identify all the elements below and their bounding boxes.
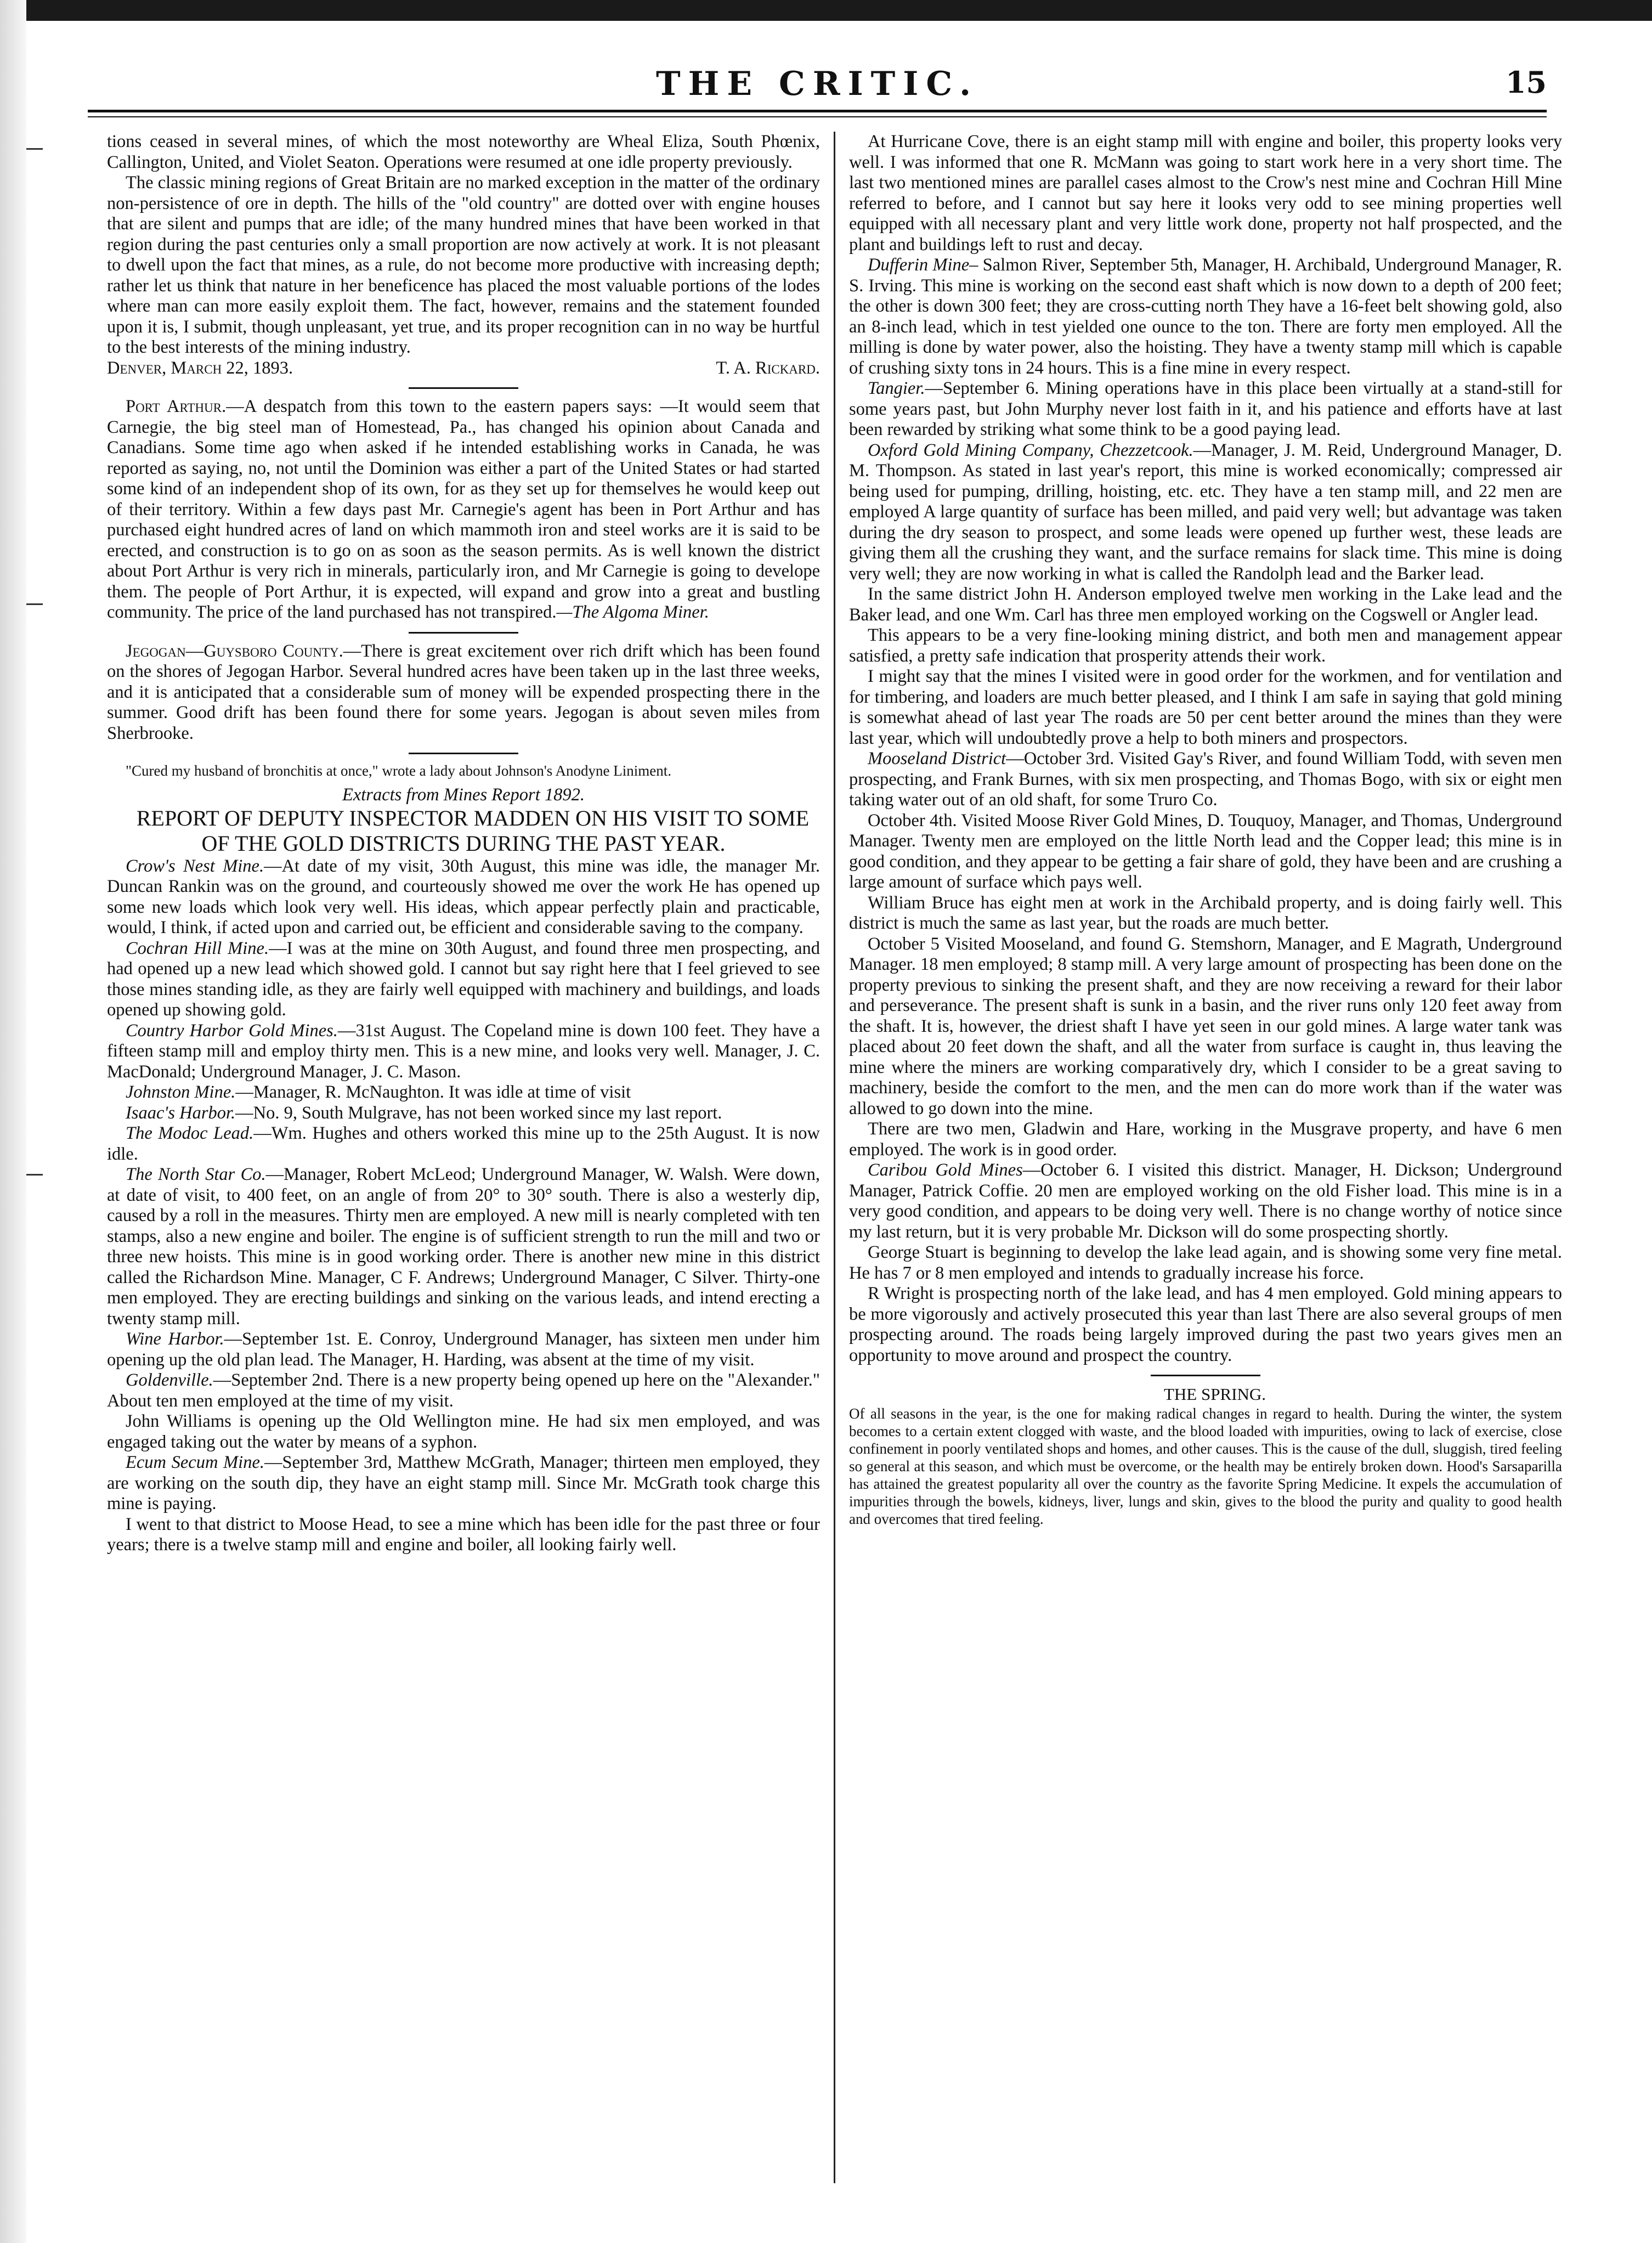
signature-line [107,358,820,379]
entry [107,1370,820,1411]
entry-body: —September 6. Mining operations have in this place been virtually at a stand-still for some years past, but John Murphy never lost faith in it, and his patience and efforts have at last been rewarded by striking what some think to be a good paying lead. [849,378,1562,439]
paragraph: George Stuart is beginning to develop the lake lead again, and is showing some very fine metal. He has 7 or 8 men employed and intends to gradually increase his force. [849,1242,1562,1283]
article-body: —A despatch from this town to the eastern papers says: —It would seem that Carnegie, the big steel man of Homestead, Pa., has changed his opinion about Canada and Canadians. Some time ago when asked if he intended establishing works in Canada, he was reported as saying, no, not until the Dominion was either a part of the United States or had started some kind of an independent shop of its own, for as they set up for themselves he would keep out of their territory. Within a few days past Mr. Carnegie's agent has been in Port Arthur and has purchased eight hundred acres of land on which mammoth iron and steel works are it is said to be erected, and construction is to go on as soon as the season permits. As is well known the district about Port Arthur is very rich in minerals, particularly iron, and Mr Carnegie is going to develope them. The people of Port Arthur, it is expected, will expand and grow into a great and bustling community. The price of the land purchased has not transpired. [107,397,820,622]
entry-body: —Manager, R. McNaughton. It was idle at time of visit [235,1082,631,1102]
article-lead: Port Arthur. [126,397,227,416]
scan-mark [26,1174,43,1176]
advert-title: THE SPRING. [1163,1385,1266,1404]
scan-top-gap [0,21,1652,33]
section-rule [1151,1375,1260,1376]
entry-lead: Goldenville. [126,1370,213,1390]
entry [107,1453,820,1515]
section-rule [409,753,518,754]
extracts-title: Extracts from Mines Report 1892. [342,785,585,805]
entry-lead: Caribou Gold Mines [868,1160,1023,1180]
entry-lead: Dufferin Mine [868,255,970,275]
entry-body: —Wm. Hughes and others worked this mine up to the 25th August. It is now idle. [107,1123,820,1164]
paragraph: I might say that the mines I visited were in good order for the workmen, and for ventilation and for timbering, and loaders are much better pleased, and I think I am safe in saying that gold mining is somewhat ahead of last year The roads are 50 per cent better around the mines than they were last year, which will undoubtedly prove a help to both miners and prospectors. [849,666,1562,748]
entry [107,1103,820,1124]
entry-lead: Ecum Secum Mine. [126,1453,264,1472]
entry-lead: The Modoc Lead. [126,1123,254,1143]
entry-lead: Cochran Hill Mine. [126,938,269,958]
article-body: —There is great excitement over rich drift which has been found on the shores of Jegogan Harbor. Several hundred acres have been taken up in the last three weeks, and it is anticipated that a considerable sum of money will be expended prospecting there in the summer. Good drift has been found there for some years. Jegogan is about seven miles from Sherbrooke. [107,641,821,743]
paragraph: In the same district John H. Anderson employed twelve men working in the Lake lead and the Baker lead, and one Wm. Carl has three men employed working on the Cogswell or Angler lead. [849,584,1562,625]
left-column [107,132,820,1556]
article-port-arthur [107,397,820,623]
entry [849,378,1562,440]
entry-body: —September 2nd. There is a new property being opened up here on the "Alexander." About ten men employed at the time of my visit. [107,1370,820,1411]
entry [107,1165,820,1329]
advertisement-line: "Cured my husband of bronchitis at once," wrote a lady about Johnson's Anodyne Liniment. [126,762,671,779]
entry-body: – Salmon River, September 5th, Manager, H. Archibald, Underground Manager, R. S. Irving. This mine is working on the second east shaft which is now down to a depth of 200 feet; the other is down 300 feet; they are cross-cutting north They have a 16-feet belt showing gold, also an 8-inch lead, which in test yielded one ounce to the ton. There are forty men employed. All the milling is done by water power, also the hoisting. They have a twenty stamp mill which is capable of crushing sixty tons in 24 hours. This is a fine mine in every respect. [849,255,1562,378]
entry-body: —Manager, Robert McLeod; Underground Manager, W. Walsh. Were down, at date of visit, to 400 feet, on an angle of from 20° to 30° south. There is also a westerly dip, caused by a roll in the measures. Thirty men are employed. A new mill is nearly completed with ten stamps, also a new engine and boiler. The engine is of sufficient strength to run the mill and two or three new hoists. This mine is in good working order. There is another new mine in this district called the Richardson Mine. Manager, C F. Andrews; Underground Manager, C Silver. Thirty-one men employed. They are erecting buildings and sinking on the various leads, and intend erecting a twenty stamp mill. [107,1165,820,1329]
entry-lead: Tangier. [868,378,925,398]
entry [849,1160,1562,1242]
entry-lead: Mooseland District [868,749,1006,769]
entry-body: —October 3rd. Visited Gay's River, and found William Todd, with seven men prospecting, and Frank Burnes, with six men prospecting, and Thomas Bogo, with six or eight men taking water out of an old shaft, for some Truro Co. [849,749,1563,810]
paragraph: John Williams is opening up the Old Wellington mine. He had six men employed, and was engaged taking out the water by means of a syphon. [107,1411,820,1452]
entry-body: —31st August. The Copeland mine is down 100 feet. They have a fifteen stamp mill and employ thirty men. This is a new mine, and looks very well. Manager, J. C. MacDonald; Underground Manager, J. C. Mason. [107,1020,820,1082]
entry-body: —No. 9, South Mulgrave, has not been worked since my last report. [235,1103,722,1123]
entry-body: —I was at the mine on 30th August, and found three men prospecting, and had opened up a new lead which showed gold. I cannot but say right here that I feel grieved to see those mines standing idle, as they are fairly well equipped with machinery and buildings, and loads opened up showing gold. [107,938,820,1020]
entry [107,939,820,1021]
column-divider [834,132,835,2183]
entry-body: —September 3rd, Matthew McGrath, Manager; thirteen men employed, they are working on the south dip, they have an eight stamp mill. Since Mr. McGrath took charge this mine is paying. [107,1453,820,1513]
right-column [849,132,1562,1528]
page-number: 15 [1505,65,1547,100]
signature-name: T. A. Rickard. [716,358,820,378]
entry [107,856,820,939]
paragraph: October 4th. Visited Moose River Gold Mines, D. Touquoy, Manager, and Thomas, Underground Manager. Twenty men are employed on the little North lead and the Copper lead; this mine is in good condition, and they appear to be getting a fair share of gold, they have been and are crushing a large amount of surface which pays well. [849,810,1562,892]
entry-lead: Isaac's Harbor. [126,1103,236,1123]
scan-binding-edge [0,0,26,2243]
paragraph: October 5 Visited Mooseland, and found G. Stemshorn, Manager, and E Magrath, Underground Manager. 18 men employed; 8 stamp mill. A very large amount of prospecting has been done on the property previous to sinking the present shaft, and they are now receiving a reward for their labor and perseverance. The present shaft is sunk in a basin, and the river runs only 120 feet away from the shaft. It is, however, the driest shaft I have yet seen in our gold mines. A large water tank was placed about 20 feet down the shaft, and all the water from surface is caught in, thus leaving the mine where the miners are working comparatively dry, which I consider to be a great saving to machinery, beside the comfort to the men, and the men can do more work than if the water was allowed to go down into the mine. [849,934,1562,1118]
entry-body: —September 1st. E. Conroy, Underground Manager, has sixteen men under him opening up the old plan lead. The Manager, H. Harding, was absent at the time of my visit. [107,1329,820,1370]
entry-lead: Johnston Mine. [126,1082,236,1102]
entry-lead: Crow's Nest Mine. [126,856,264,876]
entry [107,1329,820,1370]
scan-mark [26,603,43,605]
masthead: THE CRITIC. [656,65,978,103]
page-header [88,65,1547,109]
signature-place: Denver, March 22, 1893. [107,358,293,378]
paragraph: tions ceased in several mines, of which the most noteworthy are Wheal Eliza, South Phœnix, Callington, United, and Violet Seaton. Operations were resumed at one idle property previously. [107,132,820,172]
scan-top-edge [0,0,1652,21]
entry [849,749,1562,811]
entry [107,1082,820,1103]
paragraph: William Bruce has eight men at work in the Archibald property, and is doing fairly well. This district is much the same as last year, but the roads are much better. [849,892,1562,933]
section-rule [409,387,518,389]
entry [849,255,1562,378]
entry-body: —At date of my visit, 30th August, this mine was idle, the manager Mr. Duncan Rankin was on the ground, and courteously showed me over the work He has opened up some new loads which look very well. His ideas, which appear perfectly plain and practicable, would, I think, if acted upon and carried out, be efficient and considerable saving to the company. [107,856,820,937]
paragraph: The classic mining regions of Great Britain are no marked exception in the matter of the ordinary non-persistence of ore in depth. The hills of the "old country" are dotted over with engine houses that are silent and pumps that are idle; of the many hundred mines that have been worked in that region during the past centuries only a small proportion are now actively at work. It is not pleasant to dwell upon the fact that mines, as a rule, do not become more productive with increasing depth; rather let us think that nature in her beneficence has placed the most valuable portions of the lodes where man can more easily exploit them. The fact, however, remains and the statement founded upon it is, I submit, though unpleasant, yet true, and its proper recognition can in no way be hurtful to the best interests of the mining industry. [107,173,820,357]
entry-lead: Oxford Gold Mining Company, Chezzetcook. [868,440,1193,460]
article-source: —The Algoma Miner. [556,602,709,622]
entry-lead: The North Star Co. [126,1165,266,1184]
header-rule [88,110,1547,112]
paragraph: This appears to be a very fine-looking mining district, and both men and management appear satisfied, a pretty safe indication that prosperity attends their work. [849,625,1562,666]
report-heading: REPORT OF DEPUTY INSPECTOR MADDEN ON HIS VISIT TO SOME OF THE GOLD DISTRICTS DURING THE PAST YEAR. [136,805,810,856]
article-lead: Jegogan—Guysboro County. [126,641,343,661]
section-rule [409,632,518,634]
paragraph: R Wright is prospecting north of the lake lead, and has 4 men employed. Gold mining appears to be more vigorously and actively prosecuted this year than last There are also several groups of men prospecting around. The roads being largely improved during the past two years gives men an opportunity to move around and prospect the country. [849,1284,1562,1365]
header-rule-thin [88,116,1547,117]
entry-lead: Wine Harbor. [126,1329,224,1349]
article-jegogan [107,641,820,744]
entry [107,1021,820,1083]
advert-body: Of all seasons in the year, is the one for making radical changes in regard to health. During the winter, the system becomes to a certain extent clogged with waste, and the blood loaded with impurities, owing to lack of exercise, close confinement in poorly ventilated shops and homes, and other causes. This is the cause of the dull, sluggish, tired feeling so general at this season, and which must be overcome, or the health may be entirely broken down. Hood's Sarsaparilla has attained the greatest popularity all over the country as the favorite Spring Medicine. It expels the accumulation of impurities through the bowels, kidneys, liver, lungs and skin, gives to the blood the purity and quality to good health and overcomes that tired feeling. [849,1405,1562,1527]
entry [849,440,1562,585]
entry-body: —October 6. I visited this district. Manager, H. Dickson; Underground Manager, Patrick Coffie. 20 men are employed working on the old Fisher load. This mine is in a very good condition, and appears to be doing very well. There is no change worthy of notice since my last return, but it is very probable Mr. Dickson will do some prospecting shortly. [849,1160,1562,1242]
entry-lead: Country Harbor Gold Mines. [126,1020,338,1041]
entry-body: —Manager, J. M. Reid, Underground Manager, D. M. Thompson. As stated in last year's report, this mine is worked economically; compressed air being used for pumping, drilling, hoisting, etc. etc. They have a ten stamp mill, and 22 men are employed A large quantity of surface has been milled, and paid very well; but advantage was taken during the dry season to prospect, and some leads were opened up further west, these leads are giving them all the crushing they want, and the surface remains for slack time. This mine is doing very well; they are now working in what is called the Randolph lead and the Barker lead. [849,440,1562,584]
paragraph: There are two men, Gladwin and Hare, working in the Musgrave property, and have 6 men employed. The work is in good order. [849,1119,1562,1160]
paragraph: At Hurricane Cove, there is an eight stamp mill with engine and boiler, this property looks very well. I was informed that one R. McMann was going to start work here in a very short time. The last two mentioned mines are parallel cases almost to the Crow's nest mine and Cochran Hill Mine referred to before, and I cannot but say here it looks very odd to see mining properties well equipped with all necessary plant and very little work done, property not half prospected, and the plant and buildings left to rust and decay. [849,132,1562,255]
paragraph: I went to that district to Moose Head, to see a mine which has been idle for the past three or four years; there is a twelve stamp mill and engine and boiler, all looking fairly well. [107,1514,820,1555]
entry [107,1123,820,1165]
scan-mark [26,148,43,150]
